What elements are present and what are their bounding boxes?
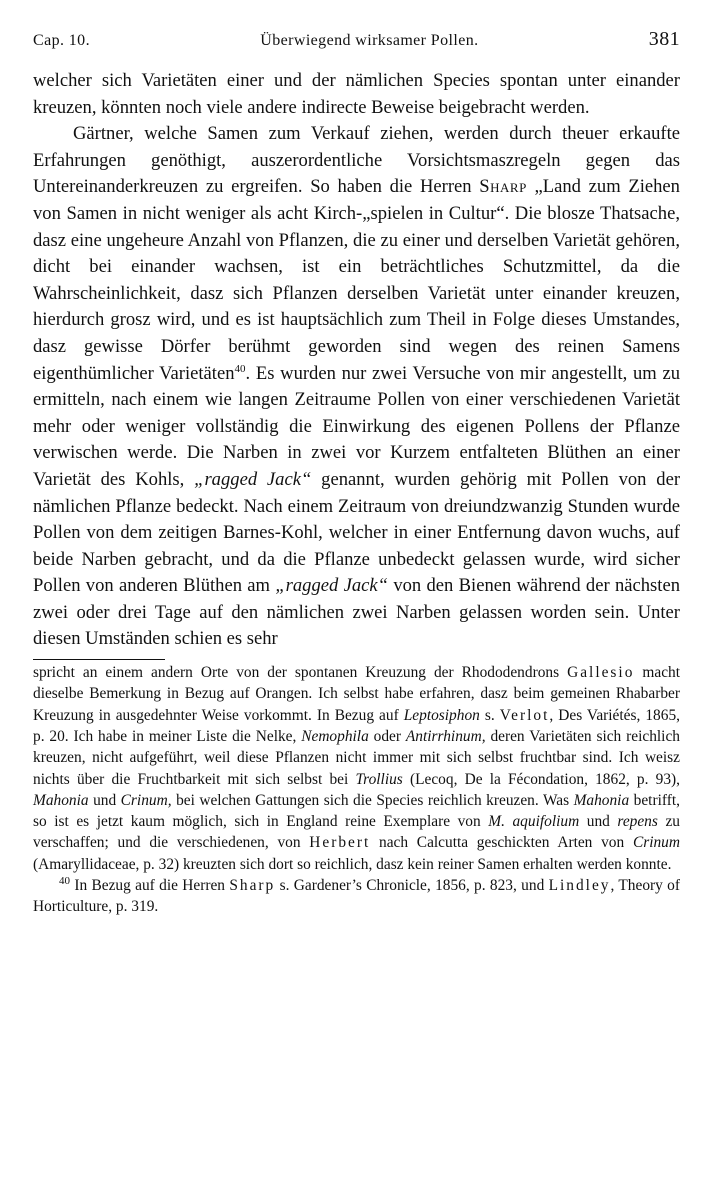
footnote-ref-40: 40 [234,362,246,375]
text-run: oder [373,727,401,745]
author-name-herbert: Herbert [309,834,371,852]
text-run: s. Gardener’s Chronicle, 1856, p. 823, und [279,877,545,895]
main-text [33,68,680,653]
paragraph-2 [33,121,680,653]
text-run: macht dieselbe Bemerkung in Bezug auf Orangen. Ich selbst habe erfahren, dasz beim gemeinen Rhabarber Kreuzung in ausgedehnter Weise vorkommt. In Bezug auf [33,664,680,724]
italic-ragged-jack: „ragged Jack“ [194,468,312,490]
italic-genus: Trollius [355,770,403,788]
author-name-verlot: Verlot [499,706,550,724]
running-title: Überwiegend wirksamer Pollen. [260,32,479,49]
text-run: bei welchen Gattungen sich die Species reichlich kreuzen. Was [176,791,570,809]
text-run: , Theory of Horticulture, p. 319. [33,877,680,916]
page-number: 381 [648,28,680,50]
text-run: s. [484,706,495,724]
author-name-sharp: Sharp [479,176,527,198]
text-run: und [93,791,117,809]
italic-genus: Crinum [632,834,680,852]
italic-species: M. aquifolium [488,813,580,831]
text-run: (Lecoq, De la Fécondation, 1862, p. 93), [409,770,681,788]
author-name-gallesio: Gallesio [567,664,635,682]
italic-genus: Antirrhinum, [405,727,486,745]
footnote-separator [33,659,165,660]
footnote-40 [33,875,680,918]
italic-genus: Crinum, [120,791,172,809]
running-header [33,28,680,56]
text-run: nach Calcutta geschickten Arten von [379,834,625,852]
author-name-lindley: Lindley [548,877,611,895]
text-run: genannt, wurden gehörig mit Pollen von der nämlichen Pflanze bedeckt. Nach einem Zeitraum von dreiundzwanzig Stunden wurde Pollen von dem zeitigen Barnes-Kohl, welcher in einer Entfernung davon wuchs, auf beide Narben gebracht, und da die Pflanze unbedeckt gelassen wurde, wird sicher Pollen von anderen Blüthen am [33,468,681,597]
paragraph-1 [33,68,680,121]
text-run: und [586,813,610,831]
text-run: , Des Variétés, 1865, p. 20. Ich habe in meiner Liste die Nelke, [33,706,680,745]
text-run: zu verschaffen; und die verschiedenen, von [33,813,680,852]
text-run: von den Bienen während der nächsten zwei oder drei Tage auf den nämlichen zwei Narben gelassen worden sein. Unter diesen Umständen schien es sehr [33,575,680,650]
author-name-sharp: Sharp [229,877,276,895]
paragraph-1-text: welcher sich Varietäten einer und der nämlichen Species spontan unter einander kreuzen, könnten noch viele andere indirecte Beweise beigebracht werden. [33,70,680,118]
text-run: In Bezug auf die Herren [74,877,225,895]
text-run: . Es wurden nur zwei Versuche von mir angestellt, um zu ermitteln, nach einem wie langen Zeitraume Pollen von einer verschiedenen Varietät mehr oder weniger vollständig die Einwirkung des eigenen Pollens der Pflanze verwischen werde. Die Narben in zwei vor Kurzem entfalteten Blüthen an einer Varietät des Kohls, [33,362,680,490]
italic-genus: Nemophila [301,727,369,745]
italic-species: repens [617,813,658,831]
italic-genus: Mahonia [33,791,89,809]
italic-genus: Mahonia [573,791,630,809]
text-run: deren Varietäten sich reichlich kreuzen, nicht aufgeführt, weil diese Pflanzen nicht immer mit sich selbst fruchtbar sind. Ich weisz nichts über die Fruchtbarkeit mit sich selbst bei [33,727,680,788]
text-run: (Amaryllidaceae, p. 32) kreuzten sich dort so reichlich, dasz kein reiner Samen erhalten werden konnte. [33,855,672,873]
footnote-mark-40: 40 [59,874,70,887]
text-run: betrifft, so ist es jetzt kaum möglich, sich in England reine Exemplare von [33,791,680,831]
footnotes [33,662,680,918]
text-run: „Land zum Ziehen von Samen in nicht weniger als acht Kirch-„spielen in Cultur“. Die blosze Thatsache, dasz eine ungeheure Anzahl von Pflanzen, die zu einer und derselben Varietät gehören, dicht bei einander wachsen, ist ein beträchtliches Schutzmittel, da die Wahrscheinlichkeit, dasz sich Pflanzen derselben Varietät unter einander kreuzen, hierdurch grosz wird, und es ist hauptsächlich zum Theil in Folge dieses Umstandes, dasz gewisse Dörfer berühmt geworden sind wegen des reinen Samens eigenthümlicher Varietäten [33,176,680,384]
text-run: Gärtner, welche Samen zum Verkauf ziehen, werden durch theuer erkaufte Erfahrungen genöthigt, auszerordentliche Vorsichtsmaszregeln gegen das Untereinanderkreuzen zu ergreifen. So haben die Herren [33,123,680,198]
chapter-label: Cap. 10. [33,32,90,49]
footnote-continuation [33,662,680,875]
italic-genus: Leptosiphon [403,706,480,724]
text-run: spricht an einem andern Orte von der spontanen Kreuzung der Rhododendrons [33,664,560,682]
italic-ragged-jack: „ragged Jack“ [275,575,389,597]
